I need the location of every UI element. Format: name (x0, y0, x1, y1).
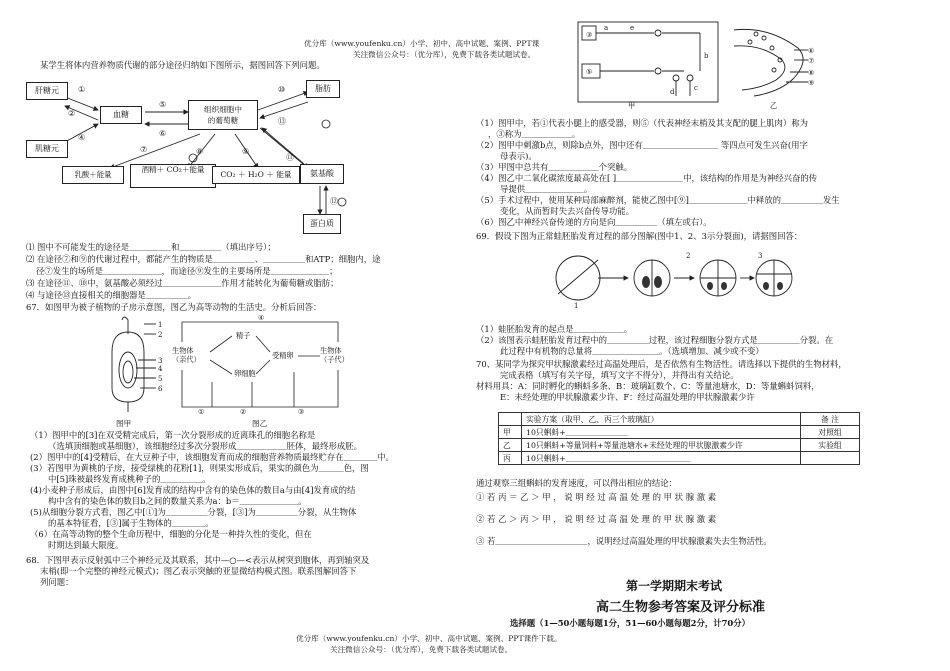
adult-parent-line-1: 生物体 (172, 346, 194, 355)
svg-text:1: 1 (158, 321, 163, 329)
q70-line-4: E：未经处理的甲状腺激素少许、F：经过高温处理的甲状腺激素少许 (500, 392, 755, 402)
life-history-diagram (170, 312, 355, 417)
svg-text:b: b (704, 52, 709, 60)
q67-line-8: (5)从细胞分裂方式看，图乙中[①]为＿＿＿＿＿分裂，[③]为＿＿＿＿＿分裂，从生物体 (30, 507, 357, 517)
co2-water-box: CO₂ ＋ H₂O ＋ 能量 (212, 166, 300, 184)
svg-text:②: ② (68, 109, 76, 118)
q68-line-7: 导提供＿＿＿＿＿＿＿。 (500, 184, 593, 194)
frog-embryo-diagram (548, 244, 798, 312)
q67-line-10: （6）在高等动物的整个生命历程中，细胞的分化是一种持久性的变化，但在 (30, 529, 312, 539)
svg-text:2: 2 (158, 331, 163, 339)
tissue-glucose-line-1: 组织细胞中 (204, 105, 242, 114)
svg-text:①: ① (198, 408, 205, 416)
q68-line-3: （2）图甲中刺激b点，则除b点外，图中还有＿＿＿＿＿＿＿＿＿ 等四点可发生兴奋(用字 (476, 140, 808, 150)
table-cell: 10只蝌蚪+＿＿＿＿＿＿＿＿ (522, 426, 801, 439)
fig-68-yi: 乙 (770, 101, 778, 110)
svg-text:⑨: ⑨ (808, 79, 815, 87)
svg-text:⑦: ⑦ (808, 57, 815, 65)
table-row (499, 426, 860, 439)
experiment-table (498, 412, 860, 465)
q67-line-11: 时期达到最大限度。 (48, 540, 124, 550)
plane-3: 3 (758, 252, 763, 260)
table-cell: 实验组 (801, 439, 860, 452)
q67-line-3: (2）图甲中的[4]受精后，在大豆种子中，该细胞发育而成的细胞营养物质最终贮存在＿＿＿＿中。 (30, 452, 394, 462)
table-header-cell: 备 注 (801, 413, 860, 426)
fig-68-jia: 甲 (628, 101, 636, 110)
q67-line-6: (4)小麦种子形成后，由图中[6]发育成的结构中含有的染色体的数目a与由[4]发育成的结 (30, 485, 356, 495)
q66-intro: 某学生将体内营养物质代谢的部分途径归纳如下图所示，据图回答下列问题。 (40, 60, 325, 70)
svg-text:③: ③ (586, 31, 593, 39)
fig-yi-caption: 图乙 (252, 419, 268, 428)
q67-line-7: 构中含有的染色体的数目b之间的数量关系为a：b＝＿＿＿＿＿＿＿。 (48, 496, 307, 506)
table-row (499, 439, 860, 452)
q67-line-1: （1）图甲中的[3]在双受精完成后，第一次分裂形成的近离珠孔的细胞名称是 (30, 430, 316, 440)
table-cell: 对照组 (801, 426, 860, 439)
q68-intro-1: 68．下图甲表示反射弧中三个神经元及其联系，其中—○—<表示从树突到胞体，再到轴突及 (26, 555, 370, 565)
svg-text:⑫: ⑫ (330, 197, 338, 206)
table-cell (801, 452, 860, 465)
q70-conclusion-2: ② 若 乙 ＞ 丙 ＞ 甲 ， 说 明 经 过 高 温 处 理 的 甲 状 腺 激 素 (476, 514, 717, 524)
svg-text:④: ④ (258, 314, 265, 322)
q66-sub2b: 径⑦发生的场所是＿＿＿＿＿＿＿，而途径⑨发生的主要场所是＿＿＿＿＿＿＿； (36, 266, 338, 276)
plane-1: 1 (574, 302, 579, 310)
header-line-2: 关注微信公众号：（优分库），免费下载各类试题试卷。 (353, 50, 536, 59)
table-cell: 甲 (499, 426, 522, 439)
svg-text:c: c (694, 84, 698, 92)
svg-text:⑤: ⑤ (586, 68, 593, 76)
q67-line-5: 中[5]珠被最终发育成桃种子的＿＿＿＿＿。 (48, 474, 211, 484)
q68-line-5: （3）甲图中总共有＿＿＿＿＿＿个突触。 (476, 162, 633, 172)
protein-box: 蛋白质 (303, 214, 341, 234)
svg-text:e: e (630, 24, 635, 32)
tissue-glucose-line-2: 的葡萄糖 (207, 116, 239, 125)
svg-text:⑦: ⑦ (140, 145, 148, 154)
q70-conclusion-3: ③ 若＿＿＿＿＿＿＿＿＿＿＿，说明经过高温处理的甲状腺激素失去生物活性。 (476, 536, 772, 546)
svg-text:5: 5 (158, 375, 163, 383)
q68-intro-3: 列问题： (40, 577, 74, 587)
svg-text:⑤: ⑤ (159, 100, 167, 109)
q69-line-1: （1）蛙胚胎发育的起点是＿＿＿＿＿＿。 (476, 324, 633, 334)
adult-child-line-2: （子代） (320, 355, 349, 364)
svg-text:6: 6 (158, 385, 163, 393)
q68-line-2: ，③称为＿＿＿＿＿＿。 (488, 129, 581, 139)
svg-text:d: d (670, 88, 675, 96)
svg-text:④: ④ (78, 133, 86, 142)
synapse-diagram (728, 18, 818, 108)
liver-glycogen-box: 肝糖元 (26, 82, 68, 100)
svg-text:③: ③ (298, 408, 305, 416)
table-cell: 10只蝌蚪+＿＿＿＿＿＿＿＿＿＿＿＿＿＿＿＿ (522, 452, 801, 465)
answer-subtitle: 选择题（1—50小题每题1分，51—60小题每题2分，计70分） (510, 618, 750, 628)
blood-sugar-box: 血糖 (100, 106, 142, 124)
answer-title-2: 高二生物参考答案及评分标准 (596, 600, 766, 615)
q67-line-2: （选填顶细胞或基细胞），该细胞经过多次分裂形成＿＿＿＿＿＿胚体，最终形成胚。 (48, 441, 363, 451)
q69-intro: 69．假设下图为正常蛙胚胎发育过程的部分图解(图中1、2、3示分裂面)，请据图回答： (476, 231, 803, 241)
svg-text:⑧: ⑧ (808, 69, 815, 77)
svg-text:⑥: ⑥ (159, 129, 167, 138)
table-cell: 乙 (499, 439, 522, 452)
ovary-diagram (100, 312, 170, 417)
sperm-label: 精子 (236, 331, 251, 340)
q70-line-2: 完成表格（填写有关字母，填写文字不得分），并得出有关结论。 (500, 370, 739, 380)
q68-line-9: 变化，从而暂时失去兴奋传导功能。 (500, 206, 634, 216)
footer-line-2: 关注微信公众号：（优分库），免费下载各类试题试卷。 (330, 645, 513, 654)
table-cell: 丙 (499, 452, 522, 465)
svg-text:⑩: ⑩ (278, 85, 286, 94)
svg-text:3: 3 (158, 357, 163, 365)
alcohol-box: 酒精＋ CO₂＋能量 (130, 164, 216, 188)
table-header-cell: 实验方案（取甲、乙、丙三个玻璃缸） (522, 413, 801, 426)
egg-label: 卵细胞 (234, 369, 256, 378)
letter-a: a (604, 24, 609, 32)
tissue-glucose-box (188, 100, 258, 130)
table-row (499, 452, 860, 465)
fig-jia-caption: 图甲 (116, 419, 132, 428)
adult-parent-label (172, 346, 201, 364)
plane-2: 2 (686, 252, 691, 260)
reflex-arc-diagram (574, 18, 724, 108)
answer-title-1: 第一学期期末考试 (626, 579, 723, 593)
q67-line-4: (3）若图甲为黄桃的子房，接受绿桃的花粉[1]，则果实形成后，果实的颜色为＿＿＿色，图 (30, 463, 369, 473)
adult-child-label (320, 346, 349, 364)
q67-intro: 67．如图甲为被子植物的子房示意图，图乙为高等动物的生活史。分析后回答： (26, 302, 322, 312)
adult-parent-line-2: （亲代） (172, 355, 201, 364)
q68-line-10: （6）图乙中神经兴奋传递的方向是向＿＿＿＿＿（填左或右）。 (476, 217, 712, 227)
zygote-label: 受精卵 (272, 351, 294, 360)
svg-text:⑬: ⑬ (278, 117, 286, 126)
header-line-1: 优分库（www.youfenku.cn）小学、初中、高中试题、案例、PPT课 (304, 39, 540, 48)
table-cell: 10只蝌蚪+等量饲料+等量池塘水+未经处理的甲状腺激素少许 (522, 439, 801, 452)
adult-child-line-1: 生物体 (320, 346, 342, 355)
svg-text:⑨: ⑨ (242, 147, 250, 156)
q66-sub3: ⑶ 在途径⑪、⑩中，氨基酸必须经过＿＿＿＿＿＿＿作用才能转化为葡萄糖或脂肪； (26, 278, 339, 288)
q68-intro-2: 末梢(即一个完整的神经元模式)；图乙表示突触的亚显微结构模式图。联系图解回答下 (40, 566, 357, 576)
q66-sub1: ⑴ 图中不可能发生的途径是＿＿＿＿＿和＿＿＿＿＿（填出序号）； (26, 242, 276, 252)
muscle-glycogen-box: 肌糖元 (26, 140, 68, 158)
q69-line-2: （2）该图表示蛙胚胎发育过程中的＿＿＿＿＿过程，该过程细胞分裂方式是＿＿＿＿＿分裂。在 (476, 335, 834, 345)
q66-sub4: ⑷ 与途径⑬直接相关的细胞器是＿＿＿＿＿。 (26, 290, 197, 300)
svg-text:①: ① (78, 85, 86, 94)
table-header-cell (499, 413, 522, 426)
svg-text:⑧: ⑧ (196, 147, 204, 156)
svg-text:⑪: ⑪ (286, 153, 294, 162)
q66-sub2a: ⑵ 在途径⑦和⑨的代谢过程中，都能产生的物质是＿＿＿＿＿、＿＿＿＿＿和ATP；细胞内，途 (26, 254, 381, 264)
q69-line-3: 此过程中有机物的总量将＿＿＿＿＿＿＿＿。（选填增加、减少或不变） (500, 346, 764, 356)
svg-text:②: ② (240, 408, 247, 416)
q68-line-6: （4）图乙中二氧化碳浓度最高处在[ ]＿＿＿＿＿＿＿＿中，该结构的作用是为神经兴奋的传 (476, 173, 818, 183)
q70-conclusion-intro: 通过观察三组蝌蚪的发育速度，可以得出相应的结论： (476, 478, 677, 488)
lactic-acid-box: 乳酸＋能量 (62, 166, 124, 184)
q67-line-9: 的基本特征看，[③]属于生物体的＿＿＿＿。 (48, 518, 214, 528)
table-header-row (499, 413, 860, 426)
q68-line-8: （5）手术过程中，使用某种局部麻醉剂，能使乙图中[⑨]＿＿＿＿＿＿＿中释放的＿＿＿＿＿发生 (476, 195, 840, 205)
footer-line-1: 优分库（www.youfenku.cn）小学、初中、高中试题、案例、PPT课件下载。 (296, 634, 562, 643)
q70-conclusion-1: ① 若 丙 ＝ 乙 ＞ 甲 ， 说 明 经 过 高 温 处 理 的 甲 状 腺 激 素 (476, 492, 717, 502)
q68-line-4: 母表示)。 (500, 151, 537, 161)
amino-acid-box: 氨基酸 (300, 164, 344, 184)
q70-line-3: 材料用具：A：同时孵化的蝌蚪多条、B：玻璃缸数个、C：等量池塘水，D：等量蝌蚪饲料， (476, 381, 820, 391)
svg-text:4: 4 (158, 365, 163, 373)
q70-line-1: 70、某同学为探究甲状腺激素经过高温处理后，是否依然有生物活性。请选择以下提供的生物材料， (476, 359, 847, 369)
svg-text:⑥: ⑥ (808, 47, 815, 55)
fat-box: 脂肪 (306, 80, 340, 98)
q68-line-1: （1）图甲中，若①代表小腿上的感受器，则⑤（代表神经末梢及其支配的腿上肌肉）称为 (476, 118, 808, 128)
